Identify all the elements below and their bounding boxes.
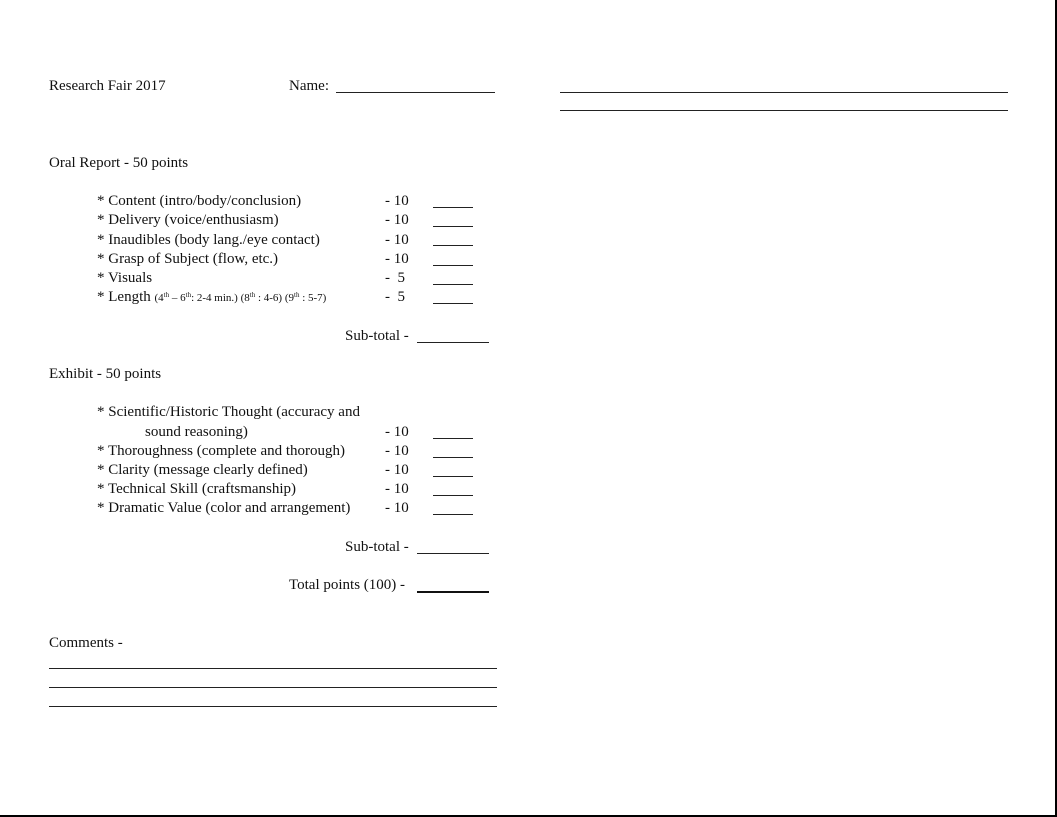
oral-item-label: * Visuals (97, 270, 153, 286)
exhibit-item-points: - 10 (385, 500, 409, 516)
exhibit-item-label: * Clarity (message clearly defined) (97, 462, 308, 478)
comment-line-2[interactable] (49, 687, 497, 688)
oral-item-points: - 5 (385, 289, 405, 305)
oral-item-label: * Grasp of Subject (flow, etc.) (97, 251, 279, 267)
oral-report-heading: Oral Report - 50 points (49, 155, 189, 171)
exhibit-item-label: * Thoroughness (complete and thorough) (97, 443, 346, 459)
exhibit-item-points: - 10 (385, 462, 409, 478)
oral-item-length (97, 288, 326, 307)
oral-item-points: - 10 (385, 251, 409, 267)
exhibit-item-label-cont: sound reasoning) (145, 424, 248, 440)
oral-item-points: - 5 (385, 270, 405, 286)
header-blank-line-2[interactable] (560, 110, 1008, 111)
exhibit-item-points: - 10 (385, 481, 409, 497)
oral-score-line[interactable] (433, 226, 473, 227)
oral-item-label: * Inaudibles (body lang./eye contact) (97, 232, 320, 248)
oral-item-label: * Content (intro/body/conclusion) (97, 193, 302, 209)
oral-subtotal-line[interactable] (417, 342, 489, 343)
exhibit-item-label: * Dramatic Value (color and arrangement) (97, 500, 351, 516)
exhibit-heading: Exhibit - 50 points (49, 366, 162, 382)
exhibit-score-line[interactable] (433, 495, 473, 496)
oral-item-label: * Length (97, 289, 151, 305)
length-note: (4th – 6th: 2-4 min.) (8th : 4-6) (9th : 5-7) (154, 291, 327, 304)
comment-line-1[interactable] (49, 668, 497, 669)
name-label: Name: (289, 78, 329, 94)
oral-subtotal-label: Sub-total - (345, 328, 409, 344)
header-blank-line-1[interactable] (560, 92, 1008, 93)
document-title: Research Fair 2017 (49, 78, 166, 94)
oral-score-line[interactable] (433, 265, 473, 266)
comment-line-3[interactable] (49, 706, 497, 707)
exhibit-subtotal-label: Sub-total - (345, 539, 409, 555)
oral-item-points: - 10 (385, 232, 409, 248)
name-field-line[interactable] (336, 92, 495, 93)
oral-score-line[interactable] (433, 303, 473, 304)
oral-item-points: - 10 (385, 212, 409, 228)
exhibit-score-line[interactable] (433, 457, 473, 458)
oral-score-line[interactable] (433, 284, 473, 285)
exhibit-item-points: - 10 (385, 443, 409, 459)
exhibit-item-label: * Scientific/Historic Thought (accuracy and (97, 404, 360, 420)
oral-item-points: - 10 (385, 193, 409, 209)
oral-item-label: * Delivery (voice/enthusiasm) (97, 212, 279, 228)
total-points-label: Total points (100) - (289, 577, 406, 593)
exhibit-score-line[interactable] (433, 476, 473, 477)
exhibit-subtotal-line[interactable] (417, 553, 489, 554)
oral-score-line[interactable] (433, 207, 473, 208)
exhibit-item-label: * Technical Skill (craftsmanship) (97, 481, 297, 497)
oral-score-line[interactable] (433, 245, 473, 246)
exhibit-item-points: - 10 (385, 424, 409, 440)
exhibit-score-line[interactable] (433, 514, 473, 515)
exhibit-score-line[interactable] (433, 438, 473, 439)
comments-label: Comments - (49, 635, 123, 651)
total-points-line[interactable] (417, 591, 489, 593)
